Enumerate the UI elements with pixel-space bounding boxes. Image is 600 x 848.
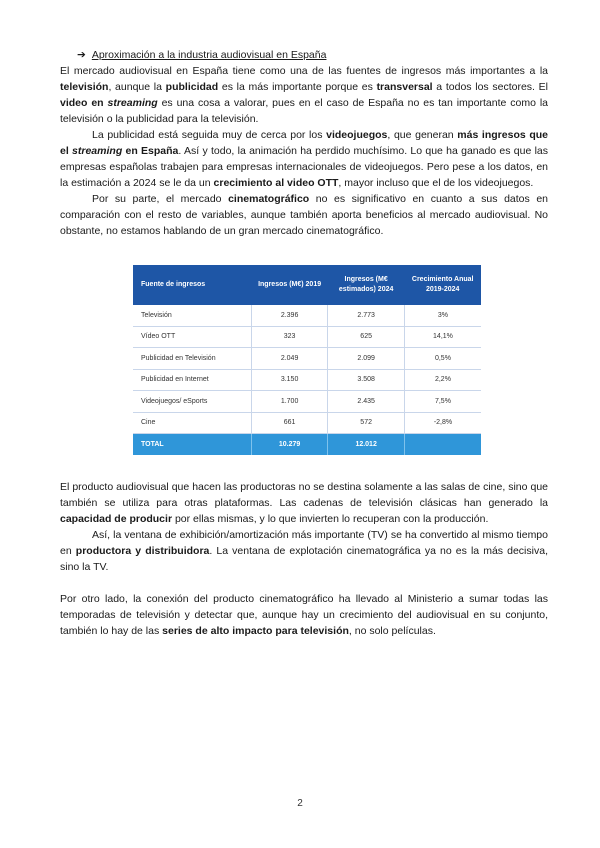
table-header-row [133, 265, 481, 305]
paragraph-6: Por otro lado, la conexión del producto cinematográfico ha llevado al Ministerio a sumar todas las temporadas de televisión y detectar que, aunque hay un crecimiento del audiovisual en su conjunto, también lo hay de las series de alto impacto para televisión, no solo películas. [60, 592, 548, 637]
table-row [133, 391, 481, 413]
table-cell: 2.773 [328, 305, 405, 326]
table-cell: 1.700 [251, 391, 328, 413]
table-header-cell: Ingresos (M€ estimados) 2024 [328, 265, 405, 305]
paragraph-spacer [60, 575, 548, 591]
table-cell: Vídeo OTT [133, 326, 251, 348]
document-page [60, 48, 548, 639]
table-header-cell: Ingresos (M€) 2019 [251, 265, 328, 305]
section-heading [77, 48, 548, 63]
table-cell: 625 [328, 326, 405, 348]
table-cell: 2.049 [251, 348, 328, 370]
table-header-cell: Fuente de ingresos [133, 265, 251, 305]
table-cell: Publicidad en Televisión [133, 348, 251, 370]
table-row [133, 369, 481, 391]
page-number: 2 [297, 798, 303, 809]
table-cell: 3.508 [328, 369, 405, 391]
table-cell: 3% [404, 305, 481, 326]
table-row [133, 412, 481, 434]
table-cell: Televisión [133, 305, 251, 326]
table-cell: TOTAL [133, 434, 251, 455]
table-cell: 2.099 [328, 348, 405, 370]
table-cell: 14,1% [404, 326, 481, 348]
table-cell: 323 [251, 326, 328, 348]
section-heading-text: Aproximación a la industria audiovisual en España [91, 49, 327, 61]
revenue-table [133, 265, 481, 455]
paragraph-2: La publicidad está seguida muy de cerca por los videojuegos, que generan más ingresos que el streaming en España. Así y todo, la animación ha perdido muchísimo. Lo que ha ganado es que las empresas españolas trabajen para empresas internacionales de videojuegos. Pero pese a los datos, en la estimación a 2024 se le da un crecimiento al video OTT, mayor incluso que el de los videojuegos. [60, 129, 549, 189]
table-cell: Cine [133, 412, 251, 434]
paragraph-5: Así, la ventana de exhibición/amortización más importante (TV) se ha convertido al mismo tiempo en productora y distribuidora. La ventana de explotación cinematográfica ya no es la más decisiva, sino la TV. [60, 528, 548, 573]
table-cell: 661 [251, 412, 328, 434]
table-cell: 2,2% [404, 369, 481, 391]
table-cell: Videojuegos/ eSports [133, 391, 251, 413]
paragraph-3: Por su parte, el mercado cinematográfico no es significativo en cuanto a sus datos en comparación con el resto de variables, aunque también aporta beneficios al mercado audiovisual. No obstante, no estamos hablando de un gran mercado cinematográfico. [60, 193, 548, 237]
table-cell: 0,5% [404, 348, 481, 370]
table-row [133, 348, 481, 370]
paragraph-1: El mercado audiovisual en España tiene como una de las fuentes de ingresos más importantes a la televisión, aunque la publicidad es la más importante porque es transversal a todos los sectores. El video en streaming es una cosa a valorar, pues en el caso de España no es tan importante como la televisión o la publicidad para la televisión. [60, 65, 548, 125]
table-header-cell: Crecimiento Anual 2019-2024 [404, 265, 481, 305]
table-cell: 3.150 [251, 369, 328, 391]
table-total-row [133, 434, 481, 455]
table-cell: 572 [328, 412, 405, 434]
table-cell: 10.279 [251, 434, 328, 455]
paragraph-4: El producto audiovisual que hacen las productoras no se destina solamente a las salas de cine, sino que también se utiliza para otras plataformas. Las cadenas de televisión clásicas han generado la capacidad de producir por ellas mismas, y lo que invierten lo recuperan con la producción. [60, 480, 548, 525]
table-cell: 7,5% [404, 391, 481, 413]
table-cell: Publicidad en Internet [133, 369, 251, 391]
table-cell: 2.435 [328, 391, 405, 413]
table-row [133, 326, 481, 348]
table-row [133, 305, 481, 326]
table-cell: -2,8% [404, 412, 481, 434]
table-cell: 2.396 [251, 305, 328, 326]
revenue-table-wrapper [133, 265, 481, 455]
arrow-right-icon: ➔ [77, 49, 86, 61]
table-cell [404, 434, 481, 455]
table-cell: 12.012 [328, 434, 405, 455]
